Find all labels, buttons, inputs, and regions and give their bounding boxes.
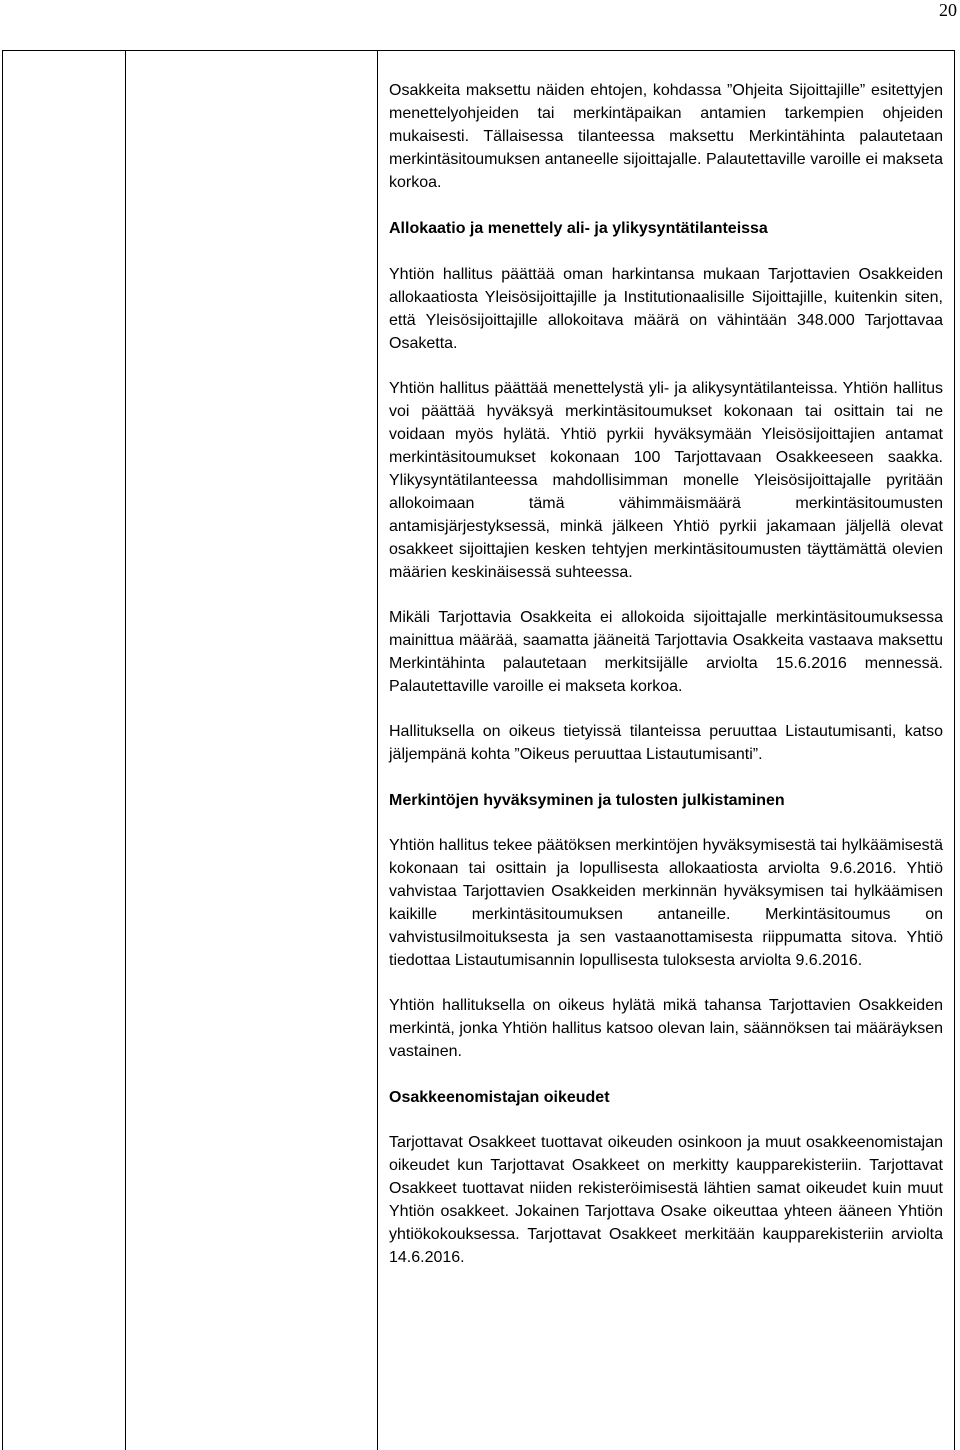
paragraph-demand-procedure: Yhtiön hallitus päättää menettelystä yli- ja alikysyntätilanteissa. Yhtiön hallitus voi päättää hyväksyä merkintäsitoumukset kokonaan tai osittain tai ne voidaan myös hylätä. Yhtiö pyrkii hyväksymään Yleisösijoittajien antamat merkintäsitoumukset kokonaan 100 Tarjottavaan Osakkeeseen saakka. Ylikysyntätilanteessa mahdollisimman monelle Yleisösijoittajalle pyritään allokoimaan tämä vähimmäismäärä merkintäsitoumusten antamisjärjestyksessä, minkä jälkeen Yhtiö pyrkii jakamaan jäljellä olevat osakkeet sijoittajien kesken tehtyjen merkintäsitoumusten täyttämättä olevien määrien keskinäisessä suhteessa.: [389, 380, 943, 581]
document-body: [389, 79, 943, 1269]
paragraph-shareholder-rights: Tarjottavat Osakkeet tuottavat oikeuden osinkoon ja muut osakkeenomistajan oikeudet kun Tarjottavat Osakkeet on merkitty kaupparekisteriin. Tarjottavat Osakkeet tuottavat niiden rekisteröimisestä lähtien samat oikeudet kuin muut Yhtiön osakkeet. Jokainen Tarjottava Osake oikeuttaa yhteen ääneen Yhtiön yhtiökokouksessa. Tarjottavat Osakkeet merkitään kaupparekisteriin arviolta 14.6.2016.: [389, 1134, 943, 1266]
column-divider: [125, 51, 126, 1450]
heading-allocation: Allokaatio ja menettely ali- ja ylikysyntätilanteissa: [389, 220, 768, 237]
paragraph-cancellation-right: Hallituksella on oikeus tietyissä tilanteissa peruuttaa Listautumisanti, katso jäljempänä kohta ”Oikeus peruuttaa Listautumisanti”.: [389, 723, 943, 763]
heading-shareholder-rights: Osakkeenomistajan oikeudet: [389, 1089, 610, 1106]
paragraph-allocation: Yhtiön hallitus päättää oman harkintansa mukaan Tarjottavien Osakkeiden allokaatiosta Yleisösijoittajille ja Institutionaalisille Sijoittajille, kuitenkin siten, että Yleisösijoittajille allokoitava määrä on vähintään 348.000 Tarjottavaa Osaketta.: [389, 266, 943, 352]
paragraph-rejection-right: Yhtiön hallituksella on oikeus hylätä mikä tahansa Tarjottavien Osakkeiden merkintä, jonka Yhtiön hallitus katsoo olevan lain, säännöksen tai määräyksen vastainen.: [389, 997, 943, 1060]
heading-acceptance-results: Merkintöjen hyväksyminen ja tulosten julkistaminen: [389, 792, 785, 809]
paragraph-refund-note: Osakkeita maksettu näiden ehtojen, kohdassa ”Ohjeita Sijoittajille” esitettyjen menettelyohjeiden tai merkintäpaikan antamien tarkempien ohjeiden mukaisesti. Tällaisessa tilanteessa maksettu Merkintähinta palautetaan merkintäsitoumuksen antaneelle sijoittajalle. Palautettaville varoille ei makseta korkoa.: [389, 82, 943, 191]
column-divider: [377, 51, 378, 1450]
paragraph-unallocated-refund: Mikäli Tarjottavia Osakkeita ei allokoida sijoittajalle merkintäsitoumuksessa mainittua määrää, saamatta jääneitä Tarjottavia Osakkeita vastaava maksettu Merkintähinta palautetaan merkitsijälle arviolta 15.6.2016 mennessä. Palautettaville varoille ei makseta korkoa.: [389, 609, 943, 695]
paragraph-acceptance: Yhtiön hallitus tekee päätöksen merkintöjen hyväksymisestä tai hylkäämisestä kokonaan tai osittain ja lopullisesta allokaatiosta arviolta 9.6.2016. Yhtiö vahvistaa Tarjottavien Osakkeiden merkinnän hyväksymisen tai hylkäämisen kaikille merkintäsitoumuksen antaneille. Merkintäsitoumus on vahvistusilmoituksesta ja sen vastaanottamisesta riippumatta sitova. Yhtiö tiedottaa Listautumisannin lopullisesta tuloksesta arviolta 9.6.2016.: [389, 837, 943, 969]
page-number: 20: [939, 0, 957, 20]
